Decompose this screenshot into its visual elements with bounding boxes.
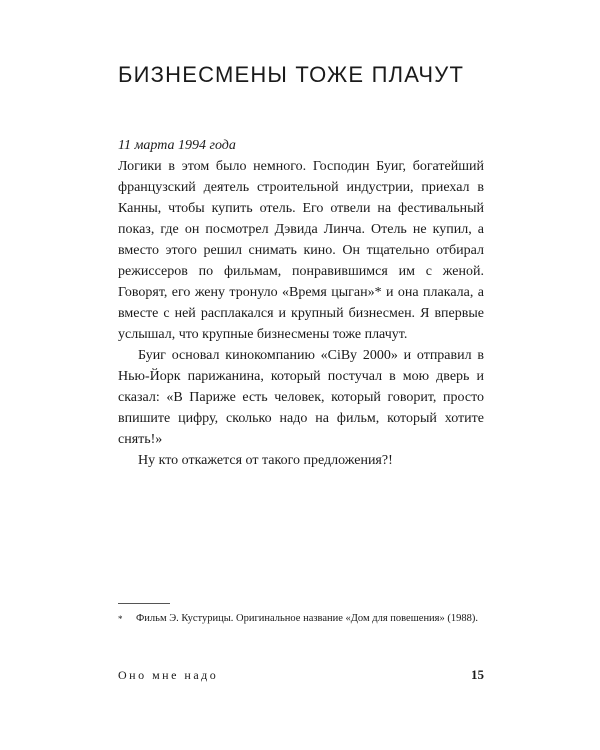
page-number: 15 bbox=[471, 667, 484, 682]
footnote-text: Фильм Э. Кустурицы. Оригинальное название «Дом для повешения» (1988). bbox=[136, 613, 479, 624]
paragraph-2: Буиг основал кинокомпанию «СіВу 2000» и отправил в Нью-Йорк парижанина, который постучал в мою дверь и сказал: «В Париже есть человек, который говорит, просто впишите цифру, сколько надо на фильм, который хотите снять!» bbox=[118, 348, 484, 447]
entry-date: 11 марта 1994 года bbox=[118, 138, 236, 153]
paragraph-3: Ну кто откажется от такого предложения?! bbox=[138, 453, 393, 468]
chapter-title: БИЗНЕСМЕНЫ ТОЖЕ ПЛАЧУТ bbox=[118, 62, 465, 87]
running-footer-title: Оно мне надо bbox=[118, 668, 219, 682]
footnote-divider bbox=[118, 603, 170, 604]
footnote-mark: * bbox=[118, 614, 123, 624]
footnote bbox=[118, 612, 484, 626]
paragraph-1: Логики в этом было немного. Господин Буиг, богатейший французский деятель строительной индустрии, приехал в Канны, чтобы купить отель. Его отвели на фестивальный показ, где он посмотрел Дэвида Линча. Отель не купил, а вместо этого решил снимать кино. Он тщательно отбирал режиссеров по фильмам, понравившимся им с женой. Говорят, его жену тронуло «Время цыган»* и она плакала, а вместе с ней расплакался и крупный бизнесмен. Я впервые услышал, что крупные бизнесмены тоже плачут. bbox=[118, 159, 484, 342]
chapter-body bbox=[118, 135, 484, 471]
